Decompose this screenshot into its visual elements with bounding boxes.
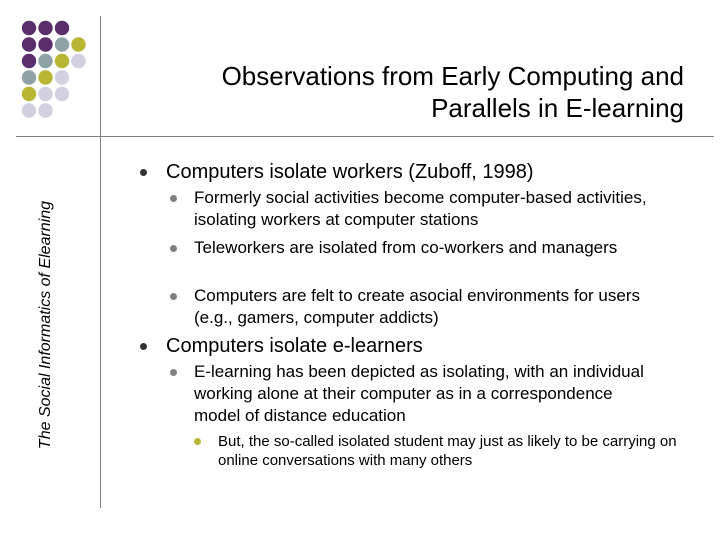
bullet-l1-2 xyxy=(140,334,660,358)
decorative-dot xyxy=(38,87,52,101)
bullet-l2-2 xyxy=(170,237,680,259)
bullet-text: Computers isolate workers (Zuboff, 1998) xyxy=(166,161,534,183)
decorative-dot xyxy=(38,70,52,84)
bullet-dot-icon xyxy=(170,293,177,300)
decorative-dot xyxy=(22,103,36,117)
decorative-dot xyxy=(38,54,52,68)
decorative-dot xyxy=(55,37,69,51)
bullet-text: But, the so-called isolated student may just as likely to be carrying on online conversations with many others xyxy=(218,433,677,469)
side-label: The Social Informatics of Elearning xyxy=(37,200,54,450)
decorative-dot xyxy=(22,21,36,35)
vertical-rule xyxy=(100,16,101,508)
decorative-dot xyxy=(38,21,52,35)
bullet-l3-1 xyxy=(194,432,682,470)
bullet-text: Teleworkers are isolated from co-workers and managers xyxy=(194,238,618,257)
bullet-l1-1 xyxy=(140,160,660,184)
decorative-dot xyxy=(55,54,69,68)
bullet-text: Computers isolate e-learners xyxy=(166,335,423,357)
decorative-dot xyxy=(22,70,36,84)
title-rule xyxy=(16,136,714,137)
decorative-dot-grid xyxy=(0,0,110,130)
bullet-text: Formerly social activities become computer-based activities, isolating workers at computer stations xyxy=(194,188,647,229)
decorative-dot xyxy=(71,54,85,68)
bullet-l2-4 xyxy=(170,361,650,427)
decorative-dot xyxy=(71,37,85,51)
bullet-l2-1 xyxy=(170,187,680,231)
slide-title-line-2: Parallels in E-learning xyxy=(431,93,684,123)
bullet-dot-icon xyxy=(194,438,201,445)
bullet-dot-icon xyxy=(170,195,177,202)
bullet-text: E-learning has been depicted as isolating, with an individual working alone at their computer as in a correspondence model of distance education xyxy=(194,362,644,425)
decorative-dot xyxy=(55,87,69,101)
slide-title-line-1: Observations from Early Computing and xyxy=(221,61,684,91)
bullet-dot-icon xyxy=(170,369,177,376)
slide-title xyxy=(128,60,684,124)
decorative-dot xyxy=(22,37,36,51)
decorative-dot xyxy=(38,37,52,51)
decorative-dot xyxy=(22,54,36,68)
decorative-dot xyxy=(38,103,52,117)
bullet-dot-icon xyxy=(140,343,147,350)
decorative-dot xyxy=(55,21,69,35)
bullet-dot-icon xyxy=(140,169,147,176)
bullet-text: Computers are felt to create asocial environments for users (e.g., gamers, computer addicts) xyxy=(194,286,640,327)
decorative-dot xyxy=(22,87,36,101)
bullet-l2-3 xyxy=(170,285,680,329)
bullet-dot-icon xyxy=(170,245,177,252)
decorative-dot xyxy=(55,70,69,84)
